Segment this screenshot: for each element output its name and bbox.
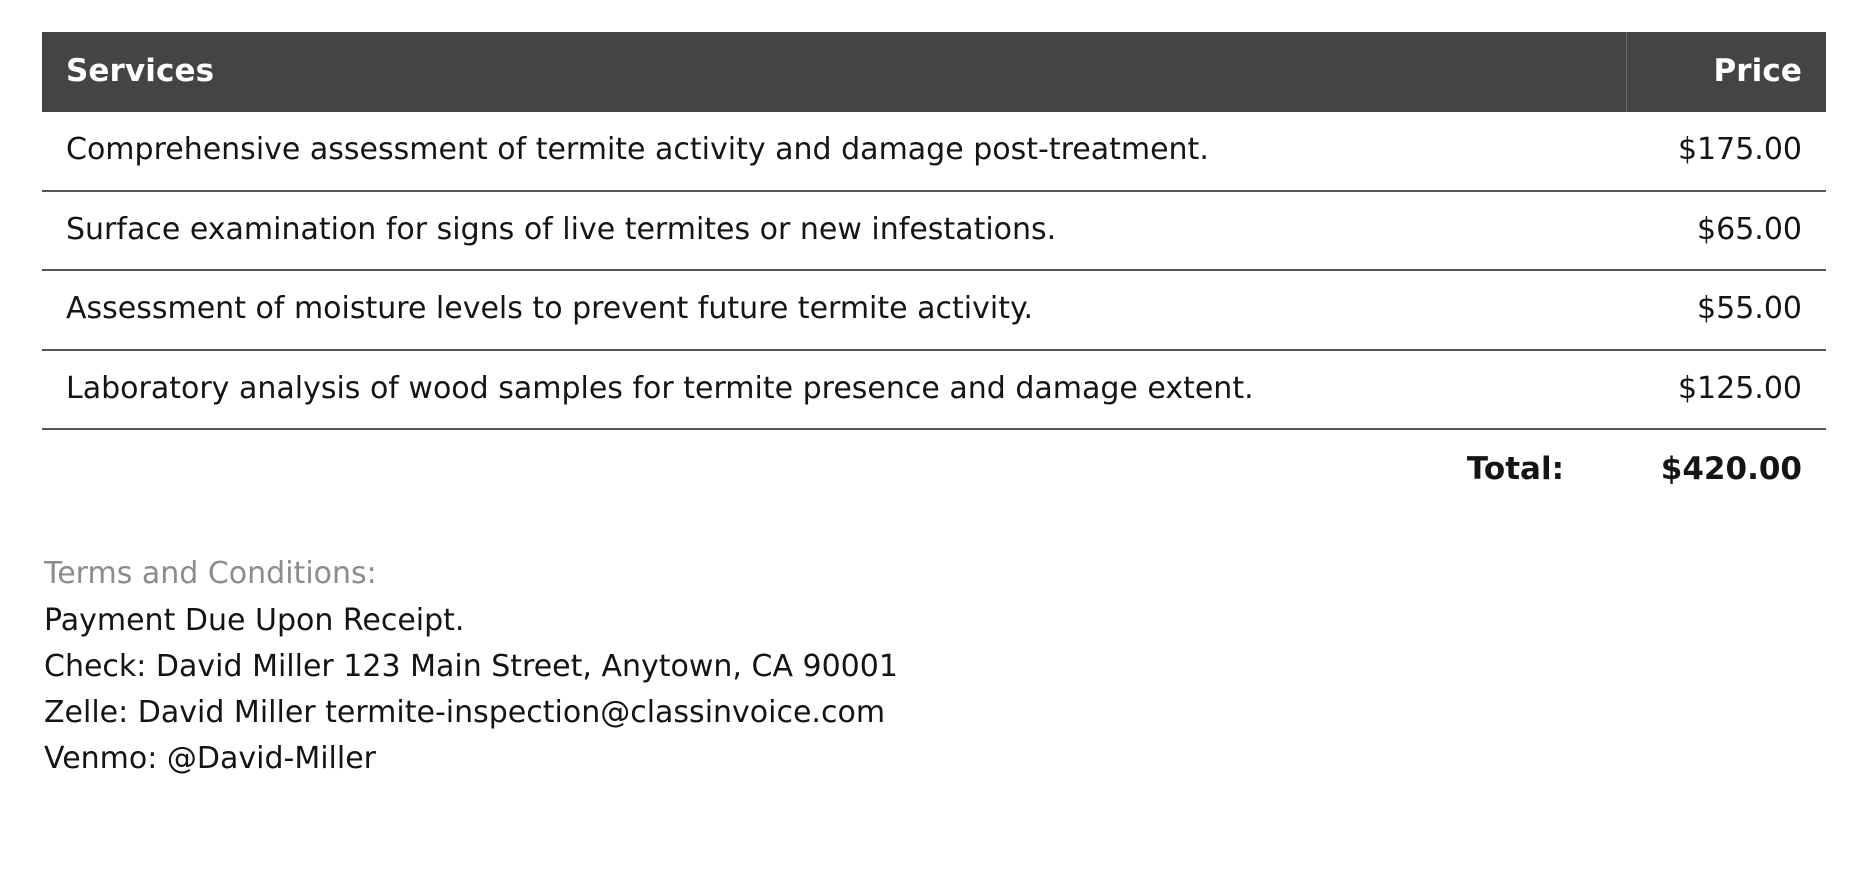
terms-and-conditions-section: [42, 556, 1826, 777]
service-description: Laboratory analysis of wood samples for termite presence and damage extent.: [42, 350, 1626, 430]
terms-line-check: Check: David Miller 123 Main Street, Anytown, CA 90001: [44, 648, 898, 684]
services-table-head: [42, 32, 1826, 112]
service-description: Comprehensive assessment of termite activity and damage post-treatment.: [42, 112, 1626, 191]
table-row: [42, 112, 1826, 191]
terms-line-venmo: Venmo: @David-Miller: [44, 740, 377, 776]
table-row: [42, 191, 1826, 271]
table-row: [42, 350, 1826, 430]
table-row: [42, 270, 1826, 350]
column-header-price: Price: [1626, 32, 1826, 112]
total-label: Total:: [1466, 451, 1564, 487]
terms-line-payment: Payment Due Upon Receipt.: [44, 602, 465, 638]
column-header-services: Services: [42, 32, 1626, 112]
table-total-row: [42, 429, 1826, 510]
service-price: $125.00: [1626, 350, 1826, 430]
services-table: [42, 32, 1826, 510]
terms-heading: Terms and Conditions:: [44, 555, 377, 591]
terms-line-zelle: Zelle: David Miller termite-inspection@classinvoice.com: [44, 694, 886, 730]
service-description: Assessment of moisture levels to prevent future termite activity.: [42, 270, 1626, 350]
service-description: Surface examination for signs of live termites or new infestations.: [42, 191, 1626, 271]
service-price: $65.00: [1626, 191, 1826, 271]
services-table-body: [42, 112, 1826, 510]
table-header-row: [42, 32, 1826, 112]
total-value: $420.00: [1660, 451, 1802, 487]
service-price: $175.00: [1626, 112, 1826, 191]
service-price: $55.00: [1626, 270, 1826, 350]
